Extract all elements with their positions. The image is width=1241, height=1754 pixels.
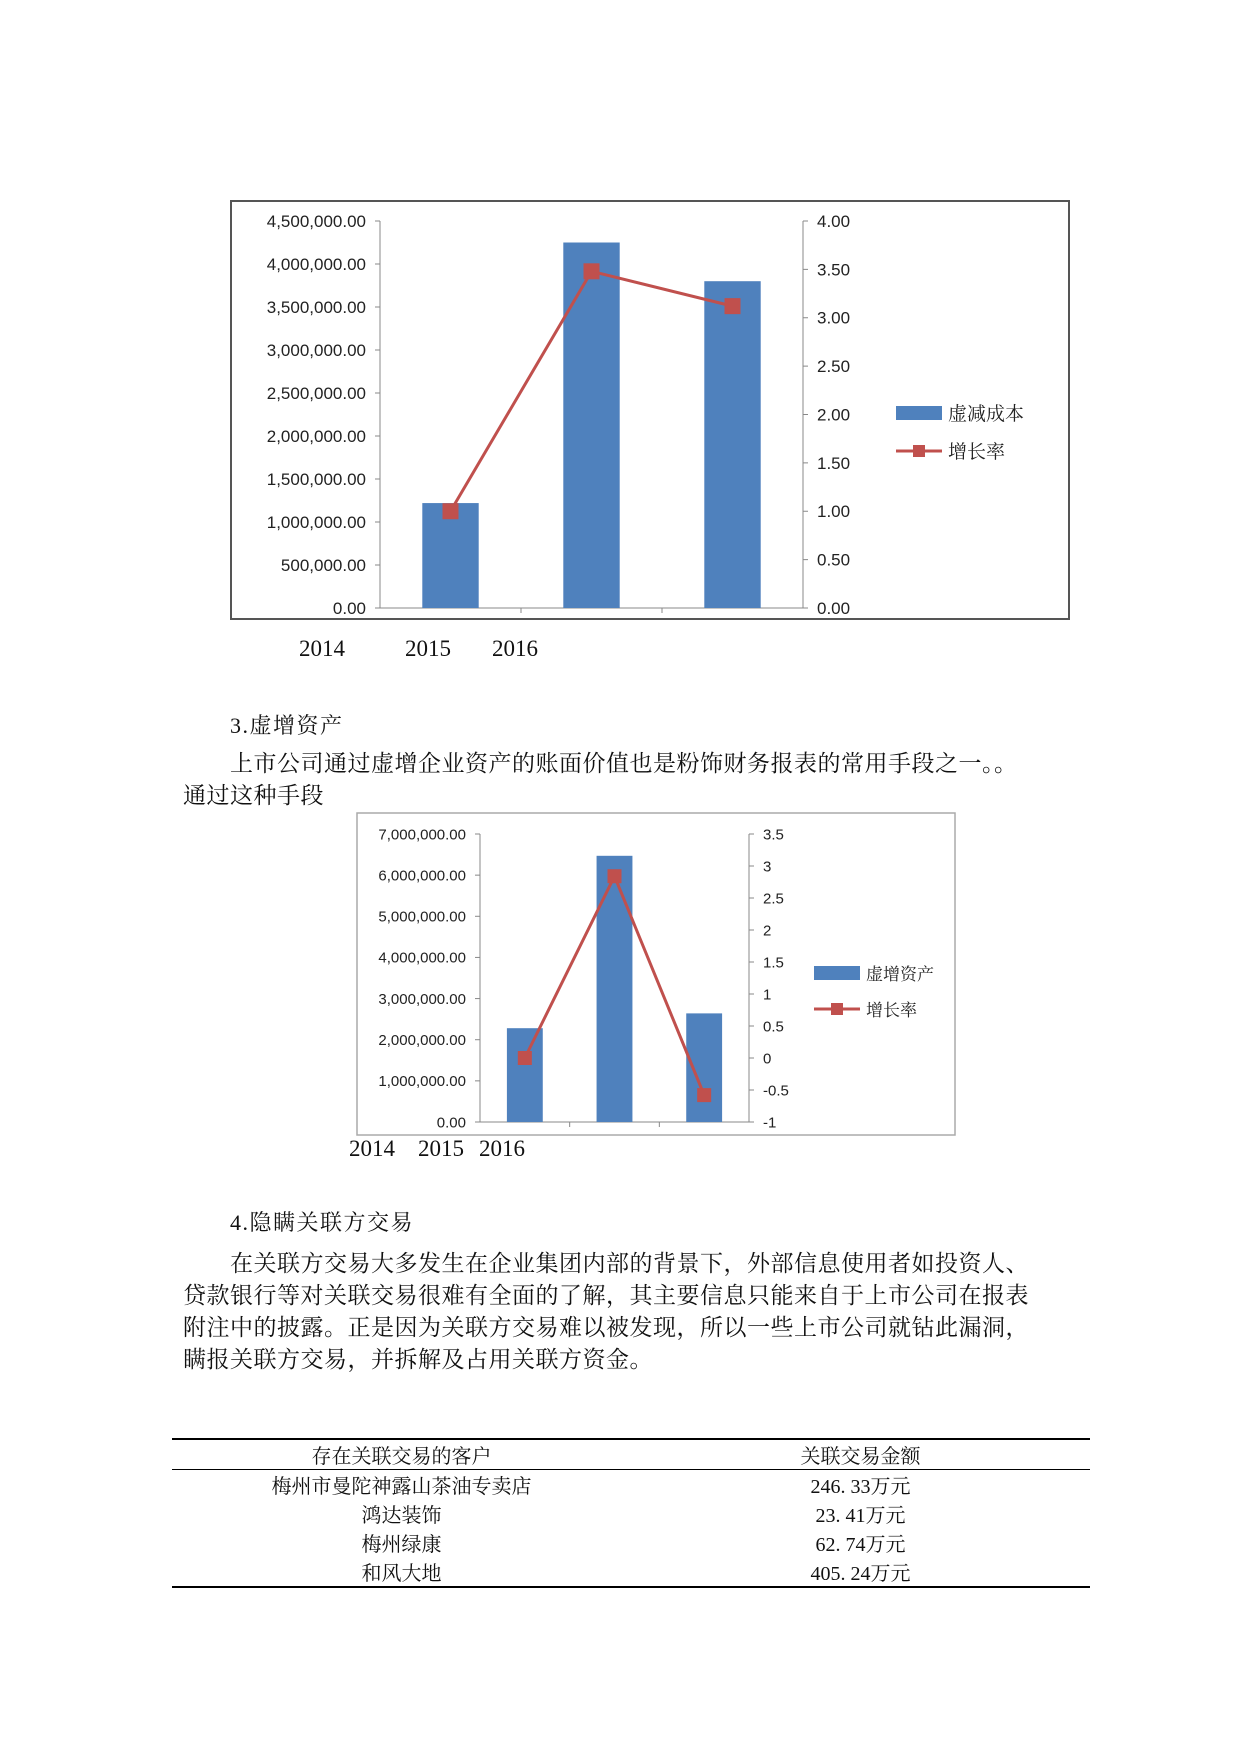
y-tick-label-right: 3 [763,858,772,876]
bar [704,281,760,608]
y-tick-label-right: 2.5 [763,890,784,908]
line-marker [608,869,622,883]
bar [507,1028,543,1122]
legend-label: 虚减成本 [948,404,1025,425]
table-row [172,1470,1090,1500]
y-tick-label-left: 1,000,000.00 [378,1073,466,1091]
paragraph-line: 瞒报关联方交易，并拆解及占用关联方资金。 [183,1347,653,1372]
y-tick-label-left: 4,000,000.00 [378,949,466,967]
y-tick-label-right: 0 [763,1050,772,1068]
y-tick-label-right: 1.50 [817,453,851,473]
y-tick-label-left: 3,000,000.00 [378,990,466,1008]
y-tick-label-left: 5,000,000.00 [378,908,466,926]
y-tick-label-right: 2.50 [817,357,851,377]
y-tick-label-left: 0.00 [436,1114,466,1132]
y-tick-label-left: 1,000,000.00 [266,512,366,532]
year-label: 2016 [492,636,538,661]
legend-label: 增长率 [948,442,1006,463]
chart-asset-inflation [356,812,956,1136]
y-tick-label-right: 2 [763,922,772,940]
bar [597,856,633,1122]
y-tick-label-right: 1.00 [817,502,851,522]
y-tick-label-left: 6,000,000.00 [378,867,466,885]
line-marker [697,1088,711,1102]
y-tick-label-left: 3,000,000.00 [266,340,366,360]
y-tick-label-right: 3.50 [817,260,851,280]
year-label: 2014 [349,1136,395,1161]
y-tick-label-right: 1 [763,986,772,1004]
y-tick-label-left: 1,500,000.00 [266,469,366,489]
line-marker [584,263,600,279]
line-marker [725,298,741,314]
table-cell: 梅州市曼陀神露山茶油专卖店 [271,1476,532,1498]
table-cell: 405. 24万元 [810,1563,911,1585]
legend-label: 虚增资产 [866,965,934,984]
paragraph [183,748,1088,812]
y-tick-label-right: 3.5 [763,826,784,844]
line-marker [443,503,459,519]
y-tick-label-right: 2.00 [817,405,851,425]
paragraph-line: 在关联方交易大多发生在企业集团内部的背景下，外部信息使用者如投资人、 [230,1251,1029,1276]
related-party-table [172,1438,1090,1588]
table-row [172,1499,1090,1528]
paragraph-line: 贷款银行等对关联交易很难有全面的了解，其主要信息只能来自于上市公司在报表 [183,1283,1029,1308]
legend-label: 增长率 [866,1001,917,1020]
y-tick-label-left: 4,500,000.00 [266,211,366,231]
legend-line-marker [831,1003,843,1015]
table-header: 存在关联交易的客户 [311,1446,492,1468]
y-tick-label-right: 0.00 [817,598,851,618]
section-heading: 4.隐瞒关联方交易 [230,1210,415,1235]
section-heading: 3.虚增资产 [230,713,344,738]
y-tick-label-right: -0.5 [763,1082,789,1100]
year-label: 2015 [418,1136,464,1161]
legend-line-marker [913,445,925,457]
table-cell: 鸿达装饰 [361,1505,442,1527]
y-tick-label-left: 4,000,000.00 [266,254,366,274]
legend-bar-swatch [814,966,860,980]
y-tick-label-right: 1.5 [763,954,784,972]
year-label: 2015 [405,636,451,661]
bar [563,243,619,609]
table-cell: 梅州绿康 [361,1534,442,1556]
table-cell: 62. 74万元 [815,1534,906,1556]
y-tick-label-left: 2,500,000.00 [266,383,366,403]
legend-bar-swatch [896,406,942,420]
y-tick-label-left: 2,000,000.00 [378,1031,466,1049]
table-row [172,1557,1090,1586]
paragraph-line: 通过这种手段 [183,783,324,808]
y-tick-label-right: 4.00 [817,211,851,231]
y-tick-label-left: 2,000,000.00 [266,426,366,446]
y-tick-label-right: 0.50 [817,550,851,570]
y-tick-label-right: -1 [763,1114,777,1132]
y-tick-label-left: 0.00 [332,598,366,618]
table-cell: 23. 41万元 [815,1505,906,1527]
year-label: 2016 [479,1136,525,1161]
table-cell: 246. 33万元 [810,1476,911,1498]
year-label: 2014 [299,636,345,661]
table-cell: 和风大地 [361,1563,442,1585]
y-tick-label-left: 7,000,000.00 [378,826,466,844]
line-marker [518,1051,532,1065]
y-tick-label-left: 3,500,000.00 [266,297,366,317]
paragraph-line: 上市公司通过虚增企业资产的账面价值也是粉饰财务报表的常用手段之一。。 [230,751,1018,776]
table-header: 关联交易金额 [800,1446,921,1468]
y-tick-label-left: 500,000.00 [280,555,366,575]
paragraph [183,1248,1088,1376]
chart-cost-reduction [230,200,1070,620]
paragraph-line: 附注中的披露。正是因为关联方交易难以被发现，所以一些上市公司就钻此漏洞， [183,1315,1029,1340]
y-tick-label-right: 3.00 [817,308,851,328]
table-row [172,1528,1090,1557]
y-tick-label-right: 0.5 [763,1018,784,1036]
